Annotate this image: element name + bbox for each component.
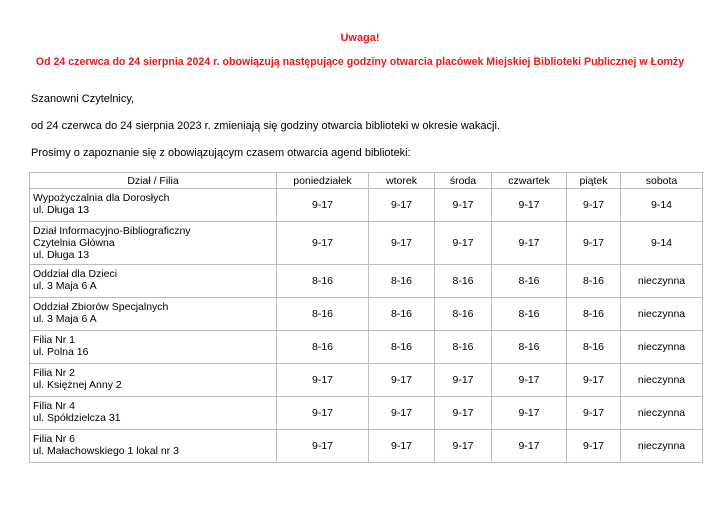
- hours-friday: 8-16: [567, 331, 621, 364]
- hours-thursday: 9-17: [492, 430, 567, 463]
- department-name: Filia Nr 2: [33, 367, 76, 379]
- hours-friday: 8-16: [567, 298, 621, 331]
- hours-saturday: nieczynna: [621, 364, 703, 397]
- hours-tuesday: 9-17: [369, 364, 435, 397]
- table-row: [30, 298, 703, 331]
- hours-thursday: 9-17: [492, 189, 567, 222]
- department-name: Oddział dla Dzieci: [33, 268, 118, 280]
- department-name: Filia Nr 6: [33, 433, 76, 445]
- hours-friday: 9-17: [567, 430, 621, 463]
- department-name: Filia Nr 1: [33, 334, 76, 346]
- hours-tuesday: 8-16: [369, 331, 435, 364]
- request-text: Prosimy o zapoznanie się z obowiązującym czasem otwarcia agend biblioteki:: [31, 147, 411, 159]
- hours-tuesday: 9-17: [369, 430, 435, 463]
- department-address: ul. Księżnej Anny 2: [33, 379, 122, 391]
- hours-wednesday: 8-16: [435, 265, 492, 298]
- hours-thursday: 8-16: [492, 331, 567, 364]
- department-name: Dział Informacyjno-Bibliograficzny: [33, 225, 191, 237]
- hours-saturday: nieczynna: [621, 430, 703, 463]
- hours-saturday: 9-14: [621, 189, 703, 222]
- department-cell: [30, 364, 277, 397]
- hours-saturday: nieczynna: [621, 265, 703, 298]
- header-monday: poniedziałek: [277, 173, 369, 189]
- department-cell: [30, 430, 277, 463]
- department-name: Filia Nr 4: [33, 400, 76, 412]
- hours-saturday: nieczynna: [621, 397, 703, 430]
- hours-monday: 9-17: [277, 397, 369, 430]
- hours-wednesday: 9-17: [435, 222, 492, 265]
- hours-wednesday: 8-16: [435, 298, 492, 331]
- table-row: [30, 265, 703, 298]
- department-address: ul. Spółdzielcza 31: [33, 412, 121, 424]
- hours-monday: 9-17: [277, 189, 369, 222]
- hours-friday: 9-17: [567, 189, 621, 222]
- department-name: Oddział Zbiorów Specjalnych: [33, 301, 169, 313]
- hours-monday: 9-17: [277, 364, 369, 397]
- hours-saturday: nieczynna: [621, 298, 703, 331]
- header-department: Dział / Filia: [30, 173, 277, 189]
- hours-friday: 8-16: [567, 265, 621, 298]
- hours-wednesday: 9-17: [435, 364, 492, 397]
- table-row: [30, 189, 703, 222]
- header-thursday: czwartek: [492, 173, 567, 189]
- table-row: [30, 430, 703, 463]
- department-address: ul. 3 Maja 6 A: [33, 280, 97, 292]
- hours-friday: 9-17: [567, 222, 621, 265]
- hours-monday: 8-16: [277, 298, 369, 331]
- department-address: ul. Długa 13: [33, 204, 90, 216]
- hours-monday: 9-17: [277, 222, 369, 265]
- notice-title: Uwaga!: [340, 32, 380, 44]
- hours-monday: 8-16: [277, 265, 369, 298]
- hours-thursday: 9-17: [492, 397, 567, 430]
- table-row: [30, 222, 703, 265]
- hours-monday: 9-17: [277, 430, 369, 463]
- hours-wednesday: 9-17: [435, 189, 492, 222]
- department-subname: Czytelnia Główna: [33, 237, 115, 249]
- department-cell: [30, 397, 277, 430]
- hours-tuesday: 9-17: [369, 397, 435, 430]
- greeting-text: Szanowni Czytelnicy,: [31, 93, 135, 105]
- table-row: [30, 331, 703, 364]
- table-row: [30, 364, 703, 397]
- hours-wednesday: 8-16: [435, 331, 492, 364]
- hours-tuesday: 9-17: [369, 189, 435, 222]
- department-cell: [30, 189, 277, 222]
- hours-thursday: 9-17: [492, 364, 567, 397]
- notice-subtitle: Od 24 czerwca do 24 sierpnia 2024 r. obowiązują następujące godziny otwarcia placówek Miejskiej Biblioteki Publicznej w Łomży: [35, 56, 685, 68]
- hours-thursday: 8-16: [492, 265, 567, 298]
- header-friday: piątek: [567, 173, 621, 189]
- hours-monday: 8-16: [277, 331, 369, 364]
- hours-wednesday: 9-17: [435, 430, 492, 463]
- opening-hours-table: [29, 172, 703, 463]
- department-address: ul. 3 Maja 6 A: [33, 313, 97, 325]
- department-cell: [30, 222, 277, 265]
- hours-saturday: nieczynna: [621, 331, 703, 364]
- department-name: Wypożyczalnia dla Dorosłych: [33, 192, 170, 204]
- hours-tuesday: 9-17: [369, 222, 435, 265]
- hours-tuesday: 8-16: [369, 265, 435, 298]
- hours-thursday: 9-17: [492, 222, 567, 265]
- table-row: [30, 397, 703, 430]
- change-text: od 24 czerwca do 24 sierpnia 2023 r. zmieniają się godziny otwarcia biblioteki w okresie wakacji.: [31, 120, 500, 132]
- header-saturday: sobota: [621, 173, 703, 189]
- hours-saturday: 9-14: [621, 222, 703, 265]
- department-address: ul. Długa 13: [33, 249, 90, 261]
- table-header-row: [30, 173, 703, 189]
- department-cell: [30, 298, 277, 331]
- hours-tuesday: 8-16: [369, 298, 435, 331]
- department-address: ul. Polna 16: [33, 346, 89, 358]
- department-cell: [30, 331, 277, 364]
- hours-friday: 9-17: [567, 397, 621, 430]
- header-tuesday: wtorek: [369, 173, 435, 189]
- hours-wednesday: 9-17: [435, 397, 492, 430]
- department-cell: [30, 265, 277, 298]
- department-address: ul. Małachowskiego 1 lokal nr 3: [33, 445, 179, 457]
- hours-friday: 9-17: [567, 364, 621, 397]
- hours-thursday: 8-16: [492, 298, 567, 331]
- header-wednesday: środa: [435, 173, 492, 189]
